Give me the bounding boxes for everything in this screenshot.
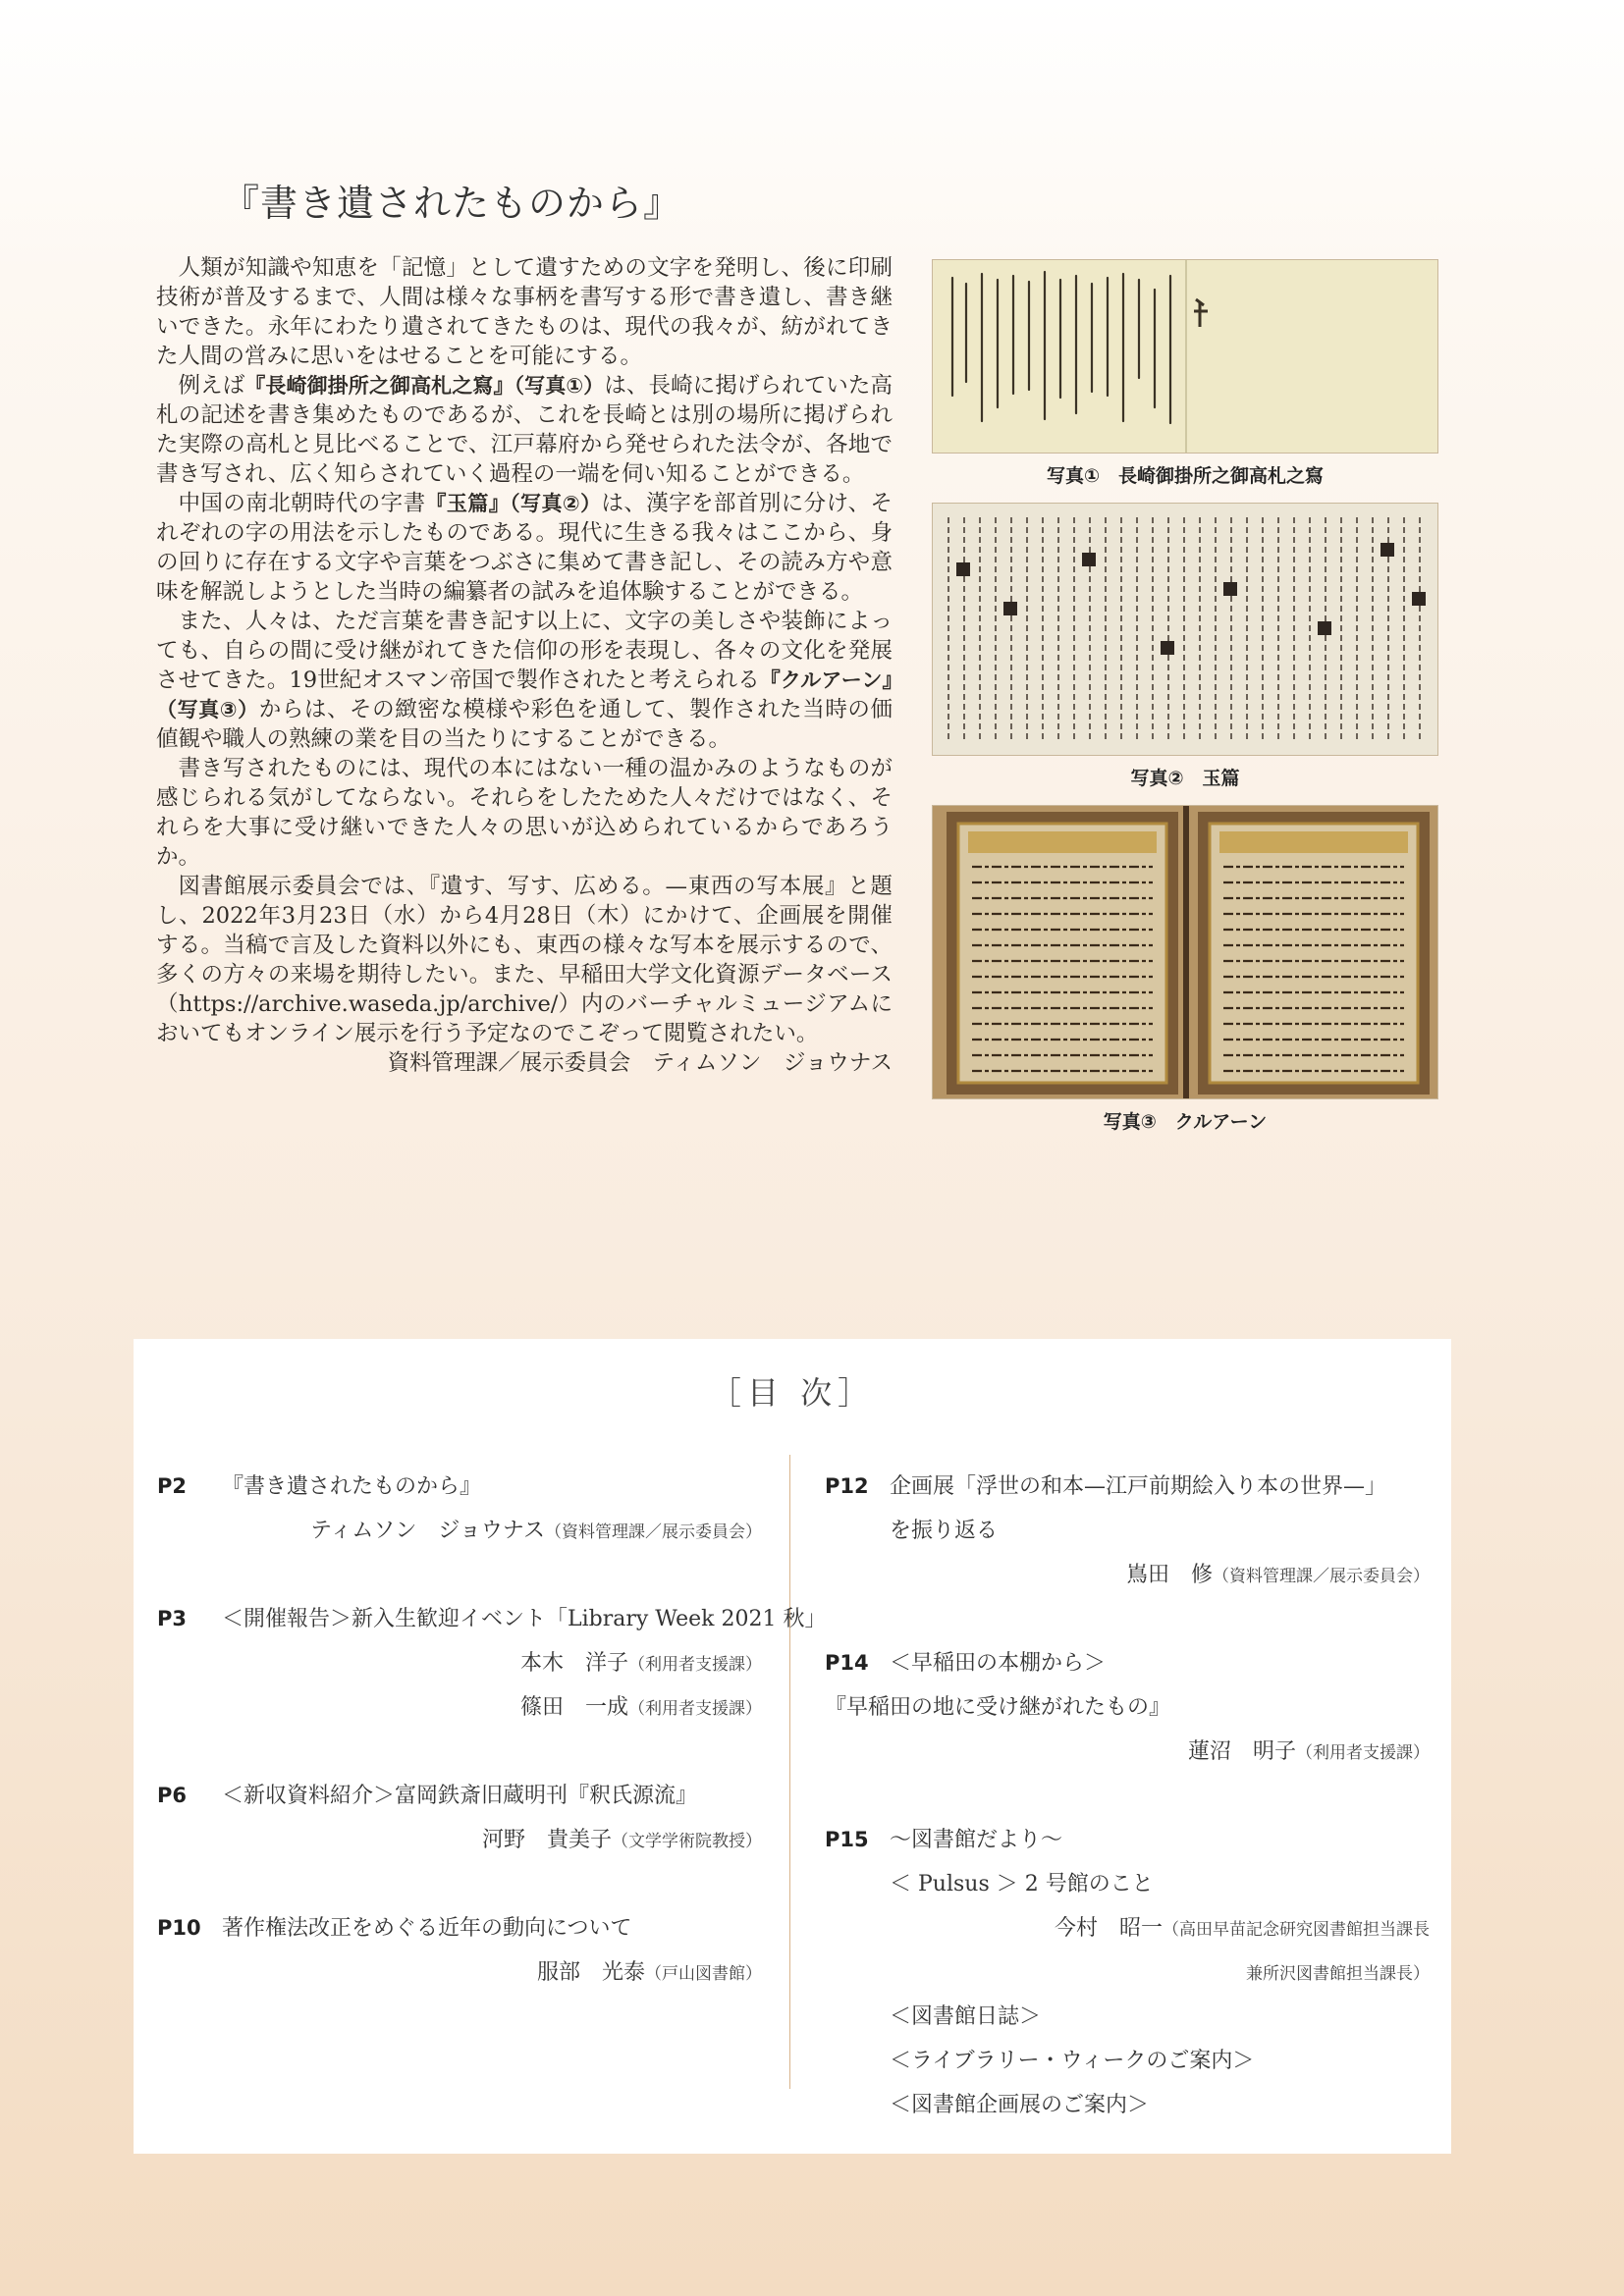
toc-page-number: P15 (825, 1828, 869, 1851)
toc-author: 蓮沼 明子 (1187, 1739, 1296, 1764)
toc-page-number: P6 (157, 1784, 188, 1807)
paragraph-text: 図書館展示委員会では、『遺す、写す、広める。—東西の写本展』と題し、2022年3月23日（水）から4月28日（木）にかけて、企画展を開催する。当稿で言及した資料以外にも、東西の様々な写本を展示するので、多くの方々の来場を期待したい。また、早稲田大学文化資源データベース（https://archive.waseda.jp/archive/）内のバーチャルミュージアムにおいてもオンライン展示を行う予定なのでこぞって閲覧されたい。 (156, 874, 893, 1046)
toc-title: ［目 次］ (709, 1374, 876, 1412)
toc-entry-title: 企画展「浮世の和本—江戸前期絵入り本の世界—」 (890, 1474, 1387, 1499)
toc-entry-title: 著作権法改正をめぐる近年の動向について (222, 1916, 632, 1941)
toc-entry-title: ＜開催報告＞新入生歓迎イベント「Library Week 2021 秋」 (222, 1607, 827, 1631)
paragraph-text: 書き写されたものには、現代の本にはない一種の温かみのようなものが感じられる気がしてならない。それらをしたためた人々だけではなく、それらを大事に受け継いできた人々の思いが込められているからであろうか。 (156, 756, 893, 870)
toc-author: ティムソン ジョウナス (310, 1519, 545, 1543)
article-title: 『書き遺されたものから』 (221, 182, 681, 225)
toc-entry-p15[interactable] (825, 1818, 1430, 2127)
figure-1-caption: 写真① 長崎御掛所之御高札之寫 (1046, 465, 1325, 487)
paragraph-text: 例えば (178, 373, 245, 399)
toc-affiliation: （資料管理課／展示委員会） (545, 1522, 762, 1542)
toc-left-column (157, 1465, 827, 2039)
toc-author: 河野 貴美子 (481, 1828, 612, 1852)
toc-affiliation: （利用者支援課） (628, 1699, 762, 1719)
figure-1 (932, 259, 1438, 491)
photo-quran (932, 805, 1438, 1099)
figure-2 (932, 503, 1438, 793)
paragraph-emphasis: 『玉篇』（写真②） (425, 492, 602, 515)
figure-2-caption: 写真② 玉篇 (1130, 768, 1240, 789)
figure-3-caption: 写真③ クルアーン (1103, 1111, 1268, 1133)
paragraph-text: は、長崎に掲げられていた高札の記述を書き集めたものであるが、これを長崎とは別の場所に掲げられた実際の高札と見比べることで、江戸幕府から発せられた法令が、各地で書き写され、広く知らされていく過程の一端を伺い知ることができる。 (156, 373, 893, 487)
table-of-contents (134, 1339, 1451, 2154)
toc-subitem[interactable]: ＜ライブラリー・ウィークのご案内＞ (890, 2049, 1255, 2073)
toc-page-number: P2 (157, 1474, 188, 1498)
toc-author: 本木 洋子 (519, 1651, 628, 1676)
toc-entry-title: ＜新収資料紹介＞富岡鉄斎旧蔵明刊『釈氏源流』 (222, 1784, 698, 1808)
toc-divider (789, 1455, 790, 2089)
toc-affiliation: （利用者支援課） (1296, 1743, 1430, 1763)
toc-page-number: P3 (157, 1607, 188, 1630)
figure-3 (932, 805, 1438, 1137)
paragraph-text: また、人々は、ただ言葉を書き記す以上に、文字の美しさや装飾によっても、自らの間に受け継がれてきた信仰の形を表現し、各々の文化を発展させてきた。19世紀オスマン帝国で製作されたと考えられる (156, 609, 893, 693)
toc-entry-p12[interactable] (825, 1465, 1430, 1597)
toc-author: 篠田 一成 (519, 1695, 628, 1720)
paragraph-text: からは、その緻密な模様や彩色を通して、製作された当時の価値観や職人の熟練の業を目の当たりにすることができる。 (156, 697, 893, 752)
toc-affiliation: （利用者支援課） (628, 1655, 762, 1675)
photo-gyokuhen (932, 503, 1438, 756)
toc-entry-title-cont: ＜ Pulsus ＞ 2 号館のこと (890, 1872, 1154, 1896)
toc-entry-title: ＜早稲田の本棚から＞ (890, 1651, 1107, 1676)
toc-entry-p14[interactable] (825, 1641, 1430, 1774)
toc-entry-title: 〜図書館だより〜 (890, 1828, 1063, 1852)
toc-entry-title-cont: を振り返る (890, 1519, 999, 1543)
paragraph-text: 人類が知識や知恵を「記憶」として遺すための文字を発明し、後に印刷技術が普及するまで、人間は様々な事柄を書写する形で書き遺し、書き継いできた。永年にわたり遺されてきたものは、現代の我々が、紡がれてきた人間の営みに思いをはせることを可能にする。 (156, 255, 893, 369)
toc-author: 嶌田 修 (1125, 1563, 1213, 1587)
toc-subitem[interactable]: ＜図書館日誌＞ (890, 2004, 1042, 2029)
toc-right-column (825, 1465, 1430, 2171)
toc-affiliation: （戸山図書館） (645, 1964, 762, 1984)
paragraph-emphasis: 『クルアーン』（写真③） (156, 668, 893, 721)
paragraph-emphasis: 『長崎御掛所之御高札之寫』（写真①） (244, 374, 605, 398)
paragraph-text: 中国の南北朝時代の字書 (178, 491, 426, 516)
toc-author: 服部 光泰 (536, 1960, 645, 1985)
toc-page-number: P12 (825, 1474, 869, 1498)
toc-affiliation: 兼所沢図書館担当課長） (1246, 1964, 1430, 1984)
toc-affiliation: （高田早苗記念研究図書館担当課長 (1163, 1920, 1430, 1940)
toc-affiliation: （資料管理課／展示委員会） (1213, 1567, 1430, 1586)
toc-entry-p2[interactable] (157, 1465, 762, 1553)
toc-affiliation: （文学学術院教授） (612, 1832, 762, 1851)
toc-entry-p3[interactable] (157, 1597, 827, 1730)
toc-entry-title: 『書き遺されたものから』 (222, 1474, 482, 1499)
toc-author: 今村 昭一 (1054, 1916, 1163, 1941)
toc-page-number: P10 (157, 1916, 201, 1940)
toc-entry-p10[interactable] (157, 1906, 762, 1995)
toc-entry-p6[interactable] (157, 1774, 762, 1862)
toc-subitem[interactable]: ＜図書館企画展のご案内＞ (890, 2093, 1150, 2117)
figure-column (932, 259, 1438, 1148)
toc-page-number: P14 (825, 1651, 869, 1675)
article-body (156, 253, 1438, 1148)
toc-entry-title-cont: 『早稲田の地に受け継がれたもの』 (825, 1695, 1171, 1720)
article-signature: 資料管理課／展示委員会 ティムソン ジョウナス (387, 1050, 893, 1076)
paragraph-text: は、漢字を部首別に分け、それぞれの字の用法を示したものである。現代に生きる我々はここから、身の回りに存在する文字や言葉をつぶさに集めて書き記し、その読み方や意味を解説しようとした当時の編纂者の試みを追体験することができる。 (156, 491, 893, 605)
photo-kosatsu (932, 259, 1438, 454)
